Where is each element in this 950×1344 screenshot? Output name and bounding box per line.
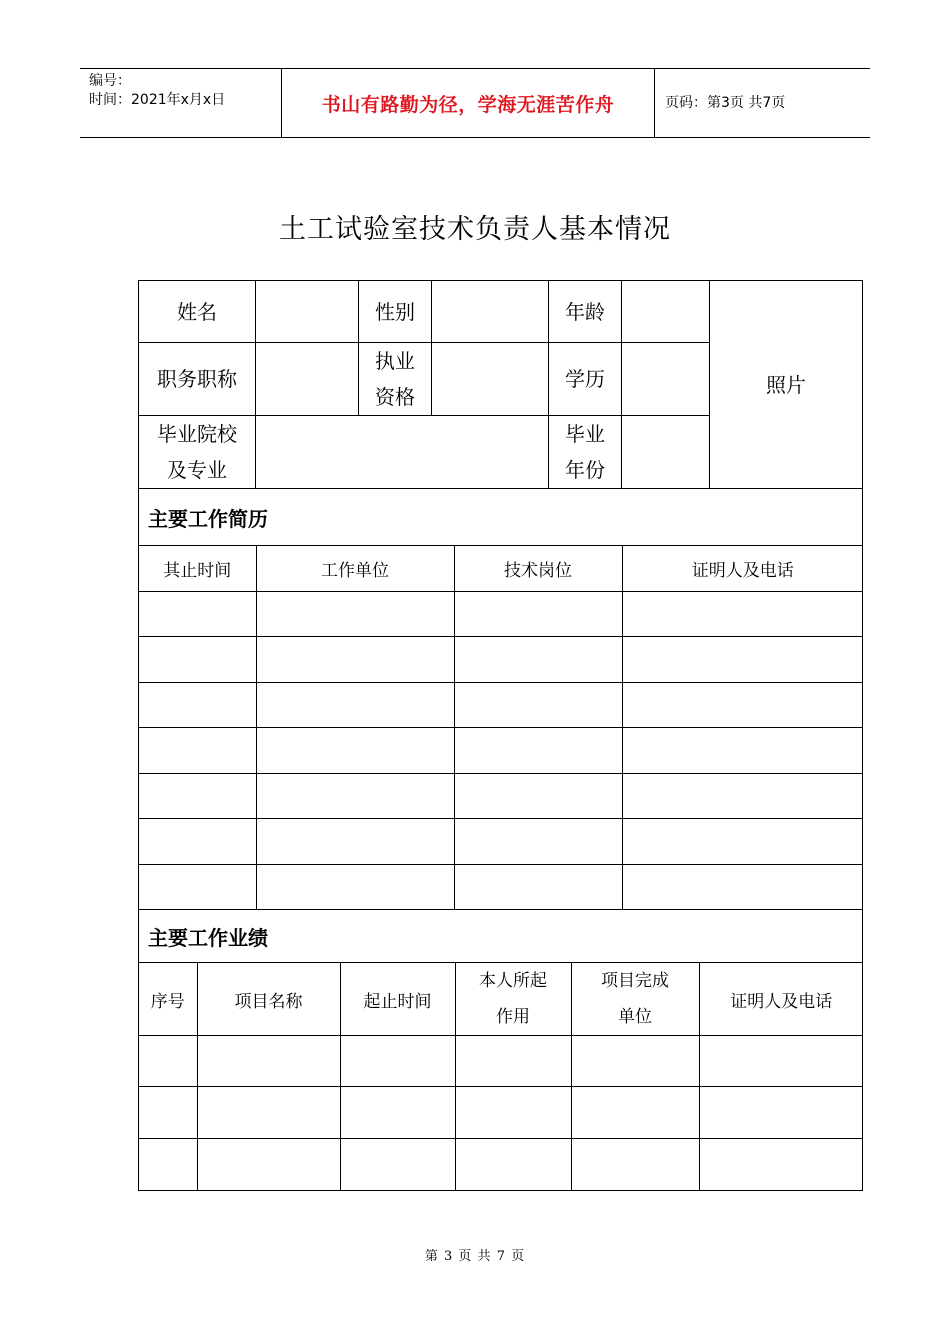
table-cell[interactable] [139,864,256,909]
number-label: 编号： [89,73,131,89]
ach-col-unit-line2: 单位 [618,1007,652,1027]
document-title: 土工试验室技术负责人基本情况 [279,214,671,245]
table-cell[interactable] [622,864,863,909]
label-education: 学历 [549,343,622,416]
table-cell[interactable] [699,1036,863,1087]
table-cell[interactable] [256,636,454,682]
table-cell[interactable] [197,1036,340,1087]
table-cell[interactable] [454,773,622,818]
profile-form-table [138,280,863,1191]
ach-col-unit-line1: 项目完成 [601,971,669,991]
ach-col-project: 项目名称 [197,963,340,1036]
resume-col-employer: 工作单位 [256,546,454,591]
table-cell[interactable] [699,1139,863,1190]
table-cell[interactable] [622,773,863,818]
table-cell[interactable] [454,818,622,864]
table-row [139,682,863,727]
page-header [80,68,870,138]
table-cell[interactable] [340,1036,455,1087]
field-qualification[interactable] [432,343,549,416]
field-gender[interactable] [432,281,549,343]
table-cell[interactable] [454,864,622,909]
table-cell[interactable] [571,1036,699,1087]
ach-col-seq: 序号 [139,963,197,1036]
table-cell[interactable] [622,591,863,636]
label-qualification-line1: 执业 [375,349,415,373]
table-cell[interactable] [622,818,863,864]
table-cell[interactable] [197,1139,340,1190]
table-cell[interactable] [454,591,622,636]
table-cell[interactable] [139,682,256,727]
resume-col-witness: 证明人及电话 [622,546,863,591]
photo-box[interactable]: 照片 [710,281,863,489]
table-cell[interactable] [622,727,863,773]
ach-col-role [455,963,571,1036]
achievements-table [139,963,863,1190]
label-qualification-line2: 资格 [375,385,415,409]
field-age[interactable] [622,281,710,343]
ach-col-role-line2: 作用 [496,1007,530,1027]
section-resume-title: 主要工作简历 [139,489,863,546]
table-cell[interactable] [571,1139,699,1190]
page-label: 页码：第3页 共7页 [665,94,786,111]
field-school[interactable] [256,416,549,489]
table-cell[interactable] [256,864,454,909]
header-meta [80,69,282,137]
label-school-line2: 及专业 [167,458,227,482]
table-row [139,1036,863,1087]
ach-col-period: 起止时间 [340,963,455,1036]
header-motto-cell [282,69,655,137]
field-position-title[interactable] [256,343,359,416]
table-row [139,818,863,864]
header-page-cell [655,69,870,137]
section-achievements-title: 主要工作业绩 [139,910,863,963]
label-grad-year-line2: 年份 [565,458,605,482]
table-cell[interactable] [454,682,622,727]
label-position-title: 职务职称 [139,343,256,416]
label-grad-year-line1: 毕业 [565,422,605,446]
achievements-header-row [139,963,863,1036]
table-cell[interactable] [340,1139,455,1190]
field-education[interactable] [622,343,710,416]
table-cell[interactable] [139,818,256,864]
label-gender: 性别 [359,281,432,343]
achievements-table-wrap [139,963,863,1191]
field-name[interactable] [256,281,359,343]
table-cell[interactable] [197,1087,340,1139]
table-cell[interactable] [256,591,454,636]
label-qualification [359,343,432,416]
field-grad-year[interactable] [622,416,710,489]
ach-col-unit [571,963,699,1036]
table-row [139,591,863,636]
time-label: 时间：2021年x月x日 [89,92,226,108]
table-cell[interactable] [139,591,256,636]
table-cell[interactable] [256,682,454,727]
table-cell[interactable] [256,818,454,864]
table-cell[interactable] [139,1087,197,1139]
label-school-line1: 毕业院校 [157,422,237,446]
table-cell[interactable] [455,1087,571,1139]
table-cell[interactable] [699,1087,863,1139]
resume-table [139,546,863,909]
resume-col-period: 其止时间 [139,546,256,591]
resume-table-wrap [139,546,863,910]
resume-header-row [139,546,863,591]
table-cell[interactable] [454,636,622,682]
label-school [139,416,256,489]
motto-text: 书山有路勤为径，学海无涯苦作舟 [321,93,615,116]
table-cell[interactable] [139,1139,197,1190]
page-footer: 第 3 页 共 7 页 [424,1249,526,1264]
table-row [139,773,863,818]
table-cell[interactable] [455,1139,571,1190]
table-cell[interactable] [622,682,863,727]
table-row [139,1139,863,1190]
table-cell[interactable] [455,1036,571,1087]
table-cell[interactable] [340,1087,455,1139]
resume-col-position: 技术岗位 [454,546,622,591]
table-cell[interactable] [139,636,256,682]
table-cell[interactable] [256,727,454,773]
table-cell[interactable] [622,636,863,682]
table-row [139,636,863,682]
table-cell[interactable] [139,727,256,773]
table-cell[interactable] [454,727,622,773]
table-cell[interactable] [139,773,256,818]
table-cell[interactable] [139,1036,197,1087]
label-name: 姓名 [139,281,256,343]
label-grad-year [549,416,622,489]
ach-col-role-line1: 本人所起 [479,971,547,991]
table-cell[interactable] [571,1087,699,1139]
table-row [139,1087,863,1139]
table-cell[interactable] [256,773,454,818]
ach-col-witness: 证明人及电话 [699,963,863,1036]
label-age: 年龄 [549,281,622,343]
table-row [139,864,863,909]
table-row [139,727,863,773]
